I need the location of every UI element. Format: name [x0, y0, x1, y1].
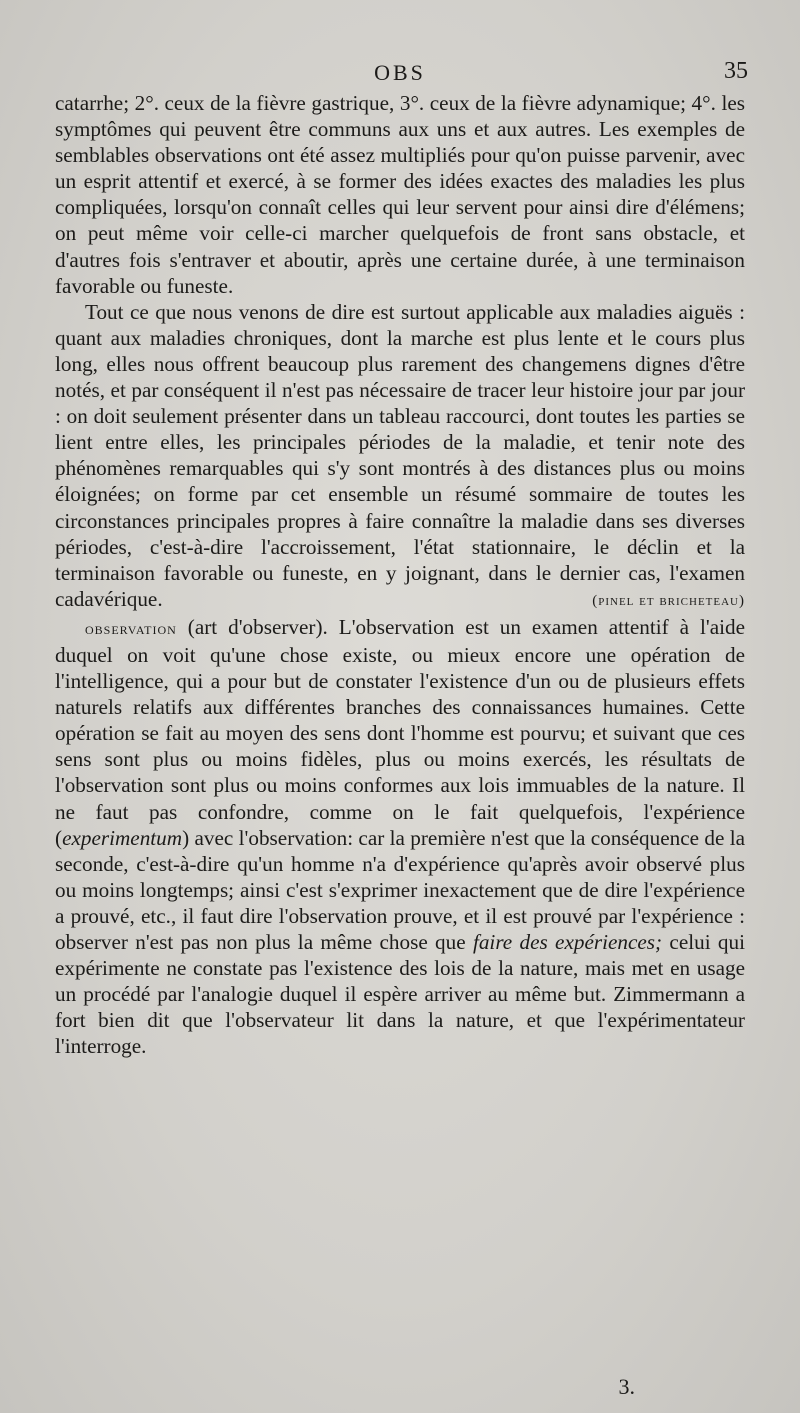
entry-term: observation — [85, 618, 177, 638]
entry-text-c: celui qui expérimente ne constate pas l'existence des lois de la nature, mais met en usage un procédé par l'analogie duquel il espère arriver au même but. Zimmermann a fort bien dit que l'observateur lit dans la nature, et que l'expérimentateur l'interroge. — [55, 930, 745, 1059]
paragraph-continuation: catarrhe; 2°. ceux de la fièvre gastrique, 3°. ceux de la fièvre adynamique; 4°. les symptômes qui peuvent être communs aux uns et aux autres. Les exemples de semblables observations ont été assez multipliés pour qu'on puisse parvenir, avec un esprit attentif et exercé, à se former des idées exactes des maladies les plus compliquées, lorsqu'on connaît celles qui leur servent pour ainsi dire d'élémens; on peut même voir celle-ci marcher quelquefois de front sans obstacle, et d'autres fois s'entraver et aboutir, après une certaine durée, à une terminaison favorable ou funeste. — [55, 91, 745, 298]
entry-text-a: (art d'observer). L'observation est un examen attentif à l'aide duquel on voit qu'une chose existe, ou mieux encore une opération de l'intelligence, qui a pour but de constater l'existence d'un ou de plusieurs effets naturels relatifs aux différentes branches des connaissances humaines. Cette opération se fait au moyen des sens dont l'homme est pourvu; et suivant que ces sens sont plus ou moins fidèles, plus ou moins exercés, les résultats de l'observation sont plus ou moins conformes aux lois immuables de la nature. Il ne faut pas confondre, comme on le fait quelquefois, l'expérience ( — [55, 614, 745, 850]
entry-text-b: ) avec l'observation: car la première n'est que la conséquence de la seconde, c'est-à-dire qu'un homme n'a d'expérience qu'après avoir observé plus ou moins longtemps; ainsi c'est s'exprimer inexactement que de dire l'expérience a prouvé, etc., il faut dire l'observation prouve, et il est prouvé par l'expérience : observer n'est pas non plus la même chose que — [55, 825, 745, 954]
entry-italic-experiences: faire des expériences; — [472, 930, 663, 954]
page-number: 35 — [724, 58, 748, 84]
entry-italic-experimentum: experimentum — [62, 825, 183, 850]
page-header — [52, 58, 748, 94]
author-citation: (pinel et bricheteau) — [592, 592, 745, 609]
paragraph-acute-chronic — [55, 299, 745, 612]
paragraph-acute-chronic-text: Tout ce que nous venons de dire est surtout applicable aux maladies aiguës : quant aux maladies chroniques, dont la marche est plus lente et le cours plus long, elles nous offrent beaucoup plus rarement des changemens dignes d'être notés, et par conséquent il n'est pas nécessaire de tracer leur histoire jour par jour : on doit seulement présenter dans un tableau raccourci, dont toutes les parties se lient entre elles, les principales périodes de la maladie, et tenir note des phénomènes remarquables qui s'y sont montrés à des distances plus ou moins éloignées; on forme par cet ensemble un résumé sommaire de toutes les circonstances principales propres à faire connaître la maladie dans ses diverses périodes, c'est-à-dire l'accroissement, l'état stationnaire, le déclin et la terminaison favorable ou funeste, en y joignant, dans le dernier cas, l'examen cadavérique. — [55, 299, 745, 611]
signature-mark: 3. — [618, 1374, 635, 1399]
running-head: OBS — [374, 60, 426, 85]
entry-observation — [55, 614, 745, 1060]
body-text — [55, 90, 745, 1059]
